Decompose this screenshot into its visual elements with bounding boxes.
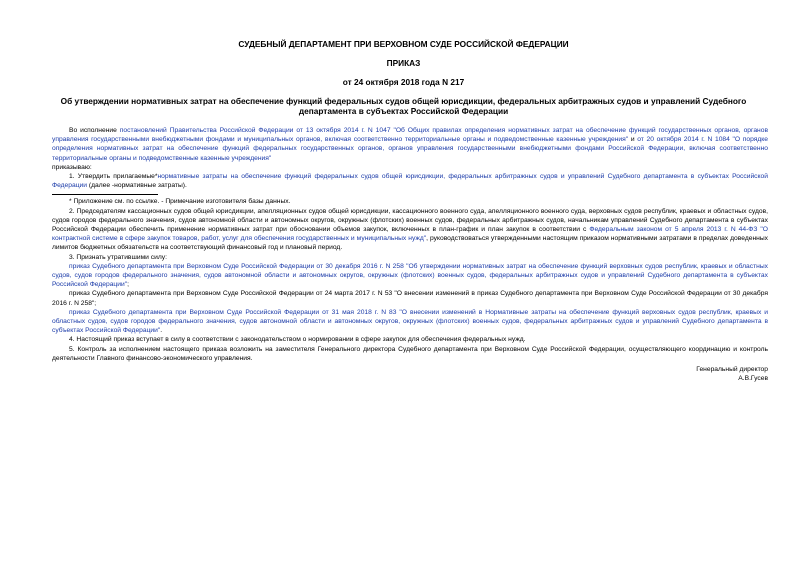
paragraph-2 [52, 207, 768, 253]
p3-item3-suffix: . [160, 327, 163, 335]
paragraph-1 [52, 172, 768, 190]
link-resolution-1047[interactable]: постановлений Правительства Российской Федерации от 13 октября 2014 г. N 1047 "Об Общих правилах определения нормативных затрат на обеспечение функций государственных органов, органов управления государственными внебюджетными фондами и муниципальных органов, включая соответственно территориальные органы и подведомственные казенные учреждения" [52, 127, 768, 144]
paragraph-3-item-2: приказ Судебного департамента при Верховном Суде Российской Федерации от 24 марта 2017 г. N 53 "О внесении изменений в приказ Судебного департамента при Верховном Суде Российской Федерации от 30 декабря 2016 г. N 258"; [52, 290, 768, 307]
p3-item1-suffix: ; [127, 281, 129, 289]
link-order-258[interactable]: приказ Судебного департамента при Верховном Суде Российской Федерации от 30 декабря 2016 г. N 258 "Об утверждении нормативных затрат на обеспечение функций верховных судов республик, краевых и областных судов, судов городов федерального значения, судов автономной области и автономных округов, окружных (флотских) военных судов, федеральных арбитражных судов и управлений Судебного департамента в субъектах Российской Федерации" [52, 262, 768, 289]
intro-paragraph [52, 126, 768, 163]
intro-prefix: Во исполнение [69, 127, 120, 134]
document-title: Об утверждении нормативных затрат на обеспечение функций федеральных судов общей юрисдикции, федеральных арбитражных судов и управлений Судебного департамента в субъектах Российской Федерации [60, 96, 747, 116]
paragraph-5: 5. Контроль за исполнением настоящего приказа возложить на заместителя Генерального директора Судебного департамента при Верховном Суде Российской Федерации, осуществляющего координацию и контроль деятельности Главного финансово-экономического управления. [52, 345, 768, 362]
footnote-divider [52, 194, 158, 195]
department-heading: СУДЕБНЫЙ ДЕПАРТАМЕНТ ПРИ ВЕРХОВНОМ СУДЕ РОССИЙСКОЙ ФЕДЕРАЦИИ [238, 39, 569, 49]
paragraph-3-label: 3. Признать утратившими силу: [69, 253, 167, 261]
link-order-83[interactable]: приказ Судебного департамента при Верховном Суде Российской Федерации от 31 мая 2018 г. N 83 "О внесении изменений в Нормативные затраты на обеспечение функций верховных судов республик, краевых и областных судов, судов городов федерального значения, судов автономной области и автономных округов, окружных (флотских) военных судов, федеральных арбитражных судов и управлений Судебного департамента в субъектах Российской Федерации" [52, 308, 768, 335]
paragraph-3-item-1 [52, 262, 768, 290]
p2-suffix: , руководствоваться утвержденными настоящим приказом нормативными затратами в пределах доведенных лимитов бюджетных обязательств на соответствующий финансовый год и плановый период. [52, 235, 768, 252]
intro-mid: и [628, 136, 638, 144]
document-body [52, 126, 768, 383]
order-date: от 24 октября 2018 года N 217 [342, 77, 465, 87]
signature-name: А.В.Гусев [738, 375, 768, 383]
orders-line: приказываю: [52, 163, 92, 171]
signature-position: Генеральный директор [696, 366, 768, 374]
paragraph-3-item-3 [52, 308, 768, 336]
paragraph-4: 4. Настоящий приказ вступает в силу в соответствии с законодательством о нормировании в сфере закупок для обеспечения федеральных нужд. [69, 336, 526, 344]
p2-prefix: 2. Председателям кассационных судов общей юрисдикции, апелляционных судов общей юрисдикции, кассационного военного суда, апелляционного военного суда, верховных судов республик, краевых и областных судов, судов городов федерального значения, судов автономной области и автономных округов, окружных (флотских) военных судов, федеральных арбитражных судов, начальникам управлений Судебного департамента в субъектах Российской Федерации обеспечить применение нормативных затрат при обосновании объемов закупок, включенных в план-график и план закупок в соответствии с [52, 207, 768, 234]
p1-prefix: 1. Утвердить прилагаемые* [69, 173, 158, 181]
footnote: * Приложение см. по ссылке. - Примечание изготовителя базы данных. [69, 198, 291, 206]
link-federal-law-44[interactable]: Федеральным законом от 5 апреля 2013 г. N 44-ФЗ "О контрактной системе в сфере закупок товаров, работ, услуг для обеспечения государственных и муниципальных нужд" [52, 226, 768, 243]
p1-suffix: (далее -нормативные затраты). [87, 182, 187, 190]
link-resolution-1084[interactable]: от 20 октября 2014 г. N 1084 "О порядке определения нормативных затрат на обеспечение функций федеральных государственных органов, органов управления государственными внебюджетными фондами Российской Федерации, включая соответственно территориальные органы и подведомственные казенные учреждения" [52, 136, 769, 162]
order-heading: ПРИКАЗ [386, 58, 421, 68]
link-normative-costs[interactable]: нормативные затраты на обеспечение функций федеральных судов общей юрисдикции, федеральных арбитражных судов и управлений Судебного департамента в субъектах Российской Федерации [52, 173, 768, 190]
